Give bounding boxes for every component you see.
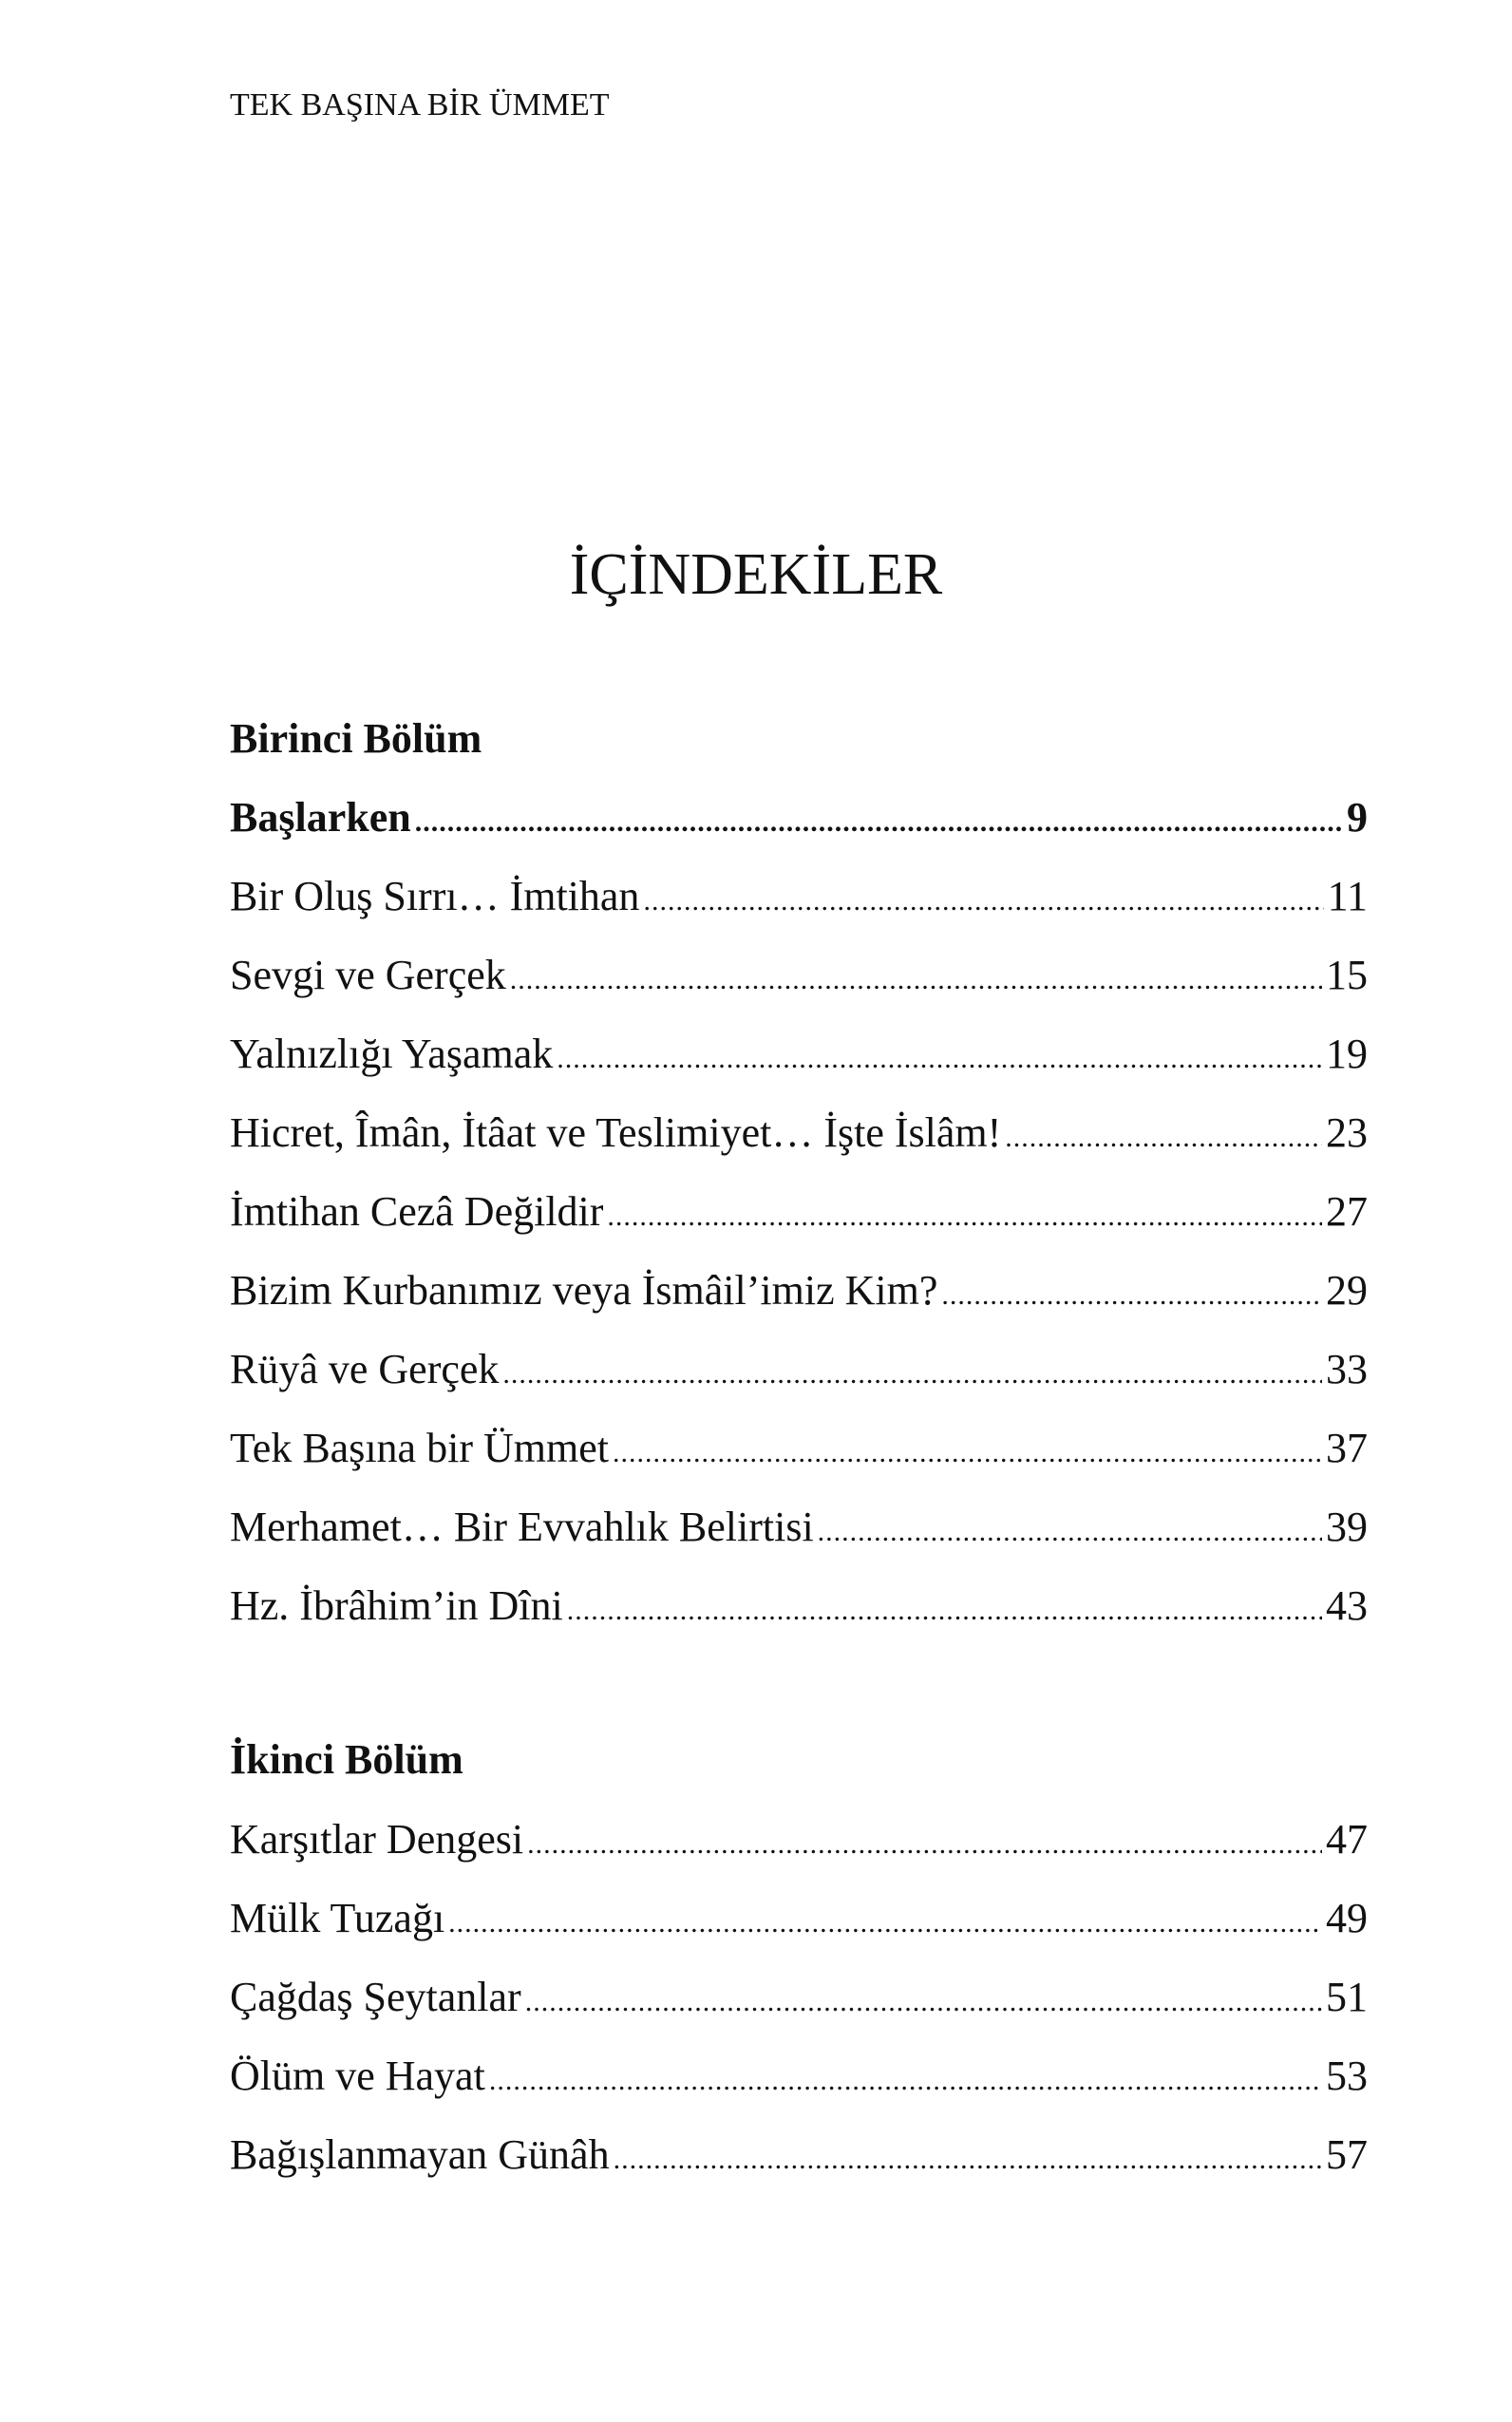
dot-leader bbox=[643, 885, 1323, 918]
toc-entry[interactable] bbox=[230, 2130, 1368, 2187]
toc-entry-label: Hicret, Îmân, İtâat ve Teslimiyet… İşte İslâm! bbox=[230, 1109, 1002, 1156]
toc-entry[interactable] bbox=[230, 1894, 1368, 1951]
dot-leader bbox=[525, 1986, 1322, 2018]
toc-entry-page: 19 bbox=[1326, 1031, 1368, 1077]
toc-entry-label: Hz. İbrâhim’in Dîni bbox=[230, 1582, 563, 1629]
dot-leader bbox=[1005, 1122, 1322, 1154]
toc-entry[interactable] bbox=[230, 1581, 1368, 1638]
toc-entry[interactable] bbox=[230, 1424, 1368, 1481]
dot-leader bbox=[607, 1201, 1322, 1233]
toc-entry-page: 11 bbox=[1327, 873, 1368, 919]
toc-entry-page: 57 bbox=[1326, 2131, 1368, 2178]
toc-entry[interactable] bbox=[230, 1266, 1368, 1323]
page-title: İÇİNDEKİLER bbox=[569, 542, 943, 607]
toc-entry[interactable] bbox=[230, 872, 1368, 929]
dot-leader bbox=[527, 1828, 1322, 1861]
toc-entry-page: 39 bbox=[1326, 1504, 1368, 1550]
dot-leader bbox=[818, 1516, 1322, 1548]
toc-entry[interactable] bbox=[230, 1973, 1368, 2030]
dot-leader bbox=[567, 1595, 1322, 1627]
toc-entry-page: 27 bbox=[1326, 1188, 1368, 1235]
toc-entry-label: Bağışlanmayan Günâh bbox=[230, 2131, 610, 2178]
toc-entry-label: Sevgi ve Gerçek bbox=[230, 952, 506, 998]
toc-entry[interactable] bbox=[230, 1503, 1368, 1560]
toc-entry-page: 29 bbox=[1326, 1267, 1368, 1314]
dot-leader bbox=[415, 806, 1343, 839]
section-heading-2: İkinci Bölüm bbox=[230, 1736, 463, 1783]
toc-entry-label: Yalnızlığı Yaşamak bbox=[230, 1031, 554, 1077]
running-head: TEK BAŞINA BİR ÜMMET bbox=[230, 87, 610, 123]
toc-entry-page: 43 bbox=[1326, 1582, 1368, 1629]
dot-leader bbox=[613, 1437, 1322, 1469]
toc-entry[interactable] bbox=[230, 1187, 1368, 1244]
toc-entry-page: 49 bbox=[1326, 1895, 1368, 1941]
toc-entry-label: Rüyâ ve Gerçek bbox=[230, 1346, 500, 1392]
toc-entry[interactable] bbox=[230, 1345, 1368, 1402]
dot-leader bbox=[448, 1907, 1322, 1939]
toc-entry-page: 15 bbox=[1326, 952, 1368, 998]
toc-entry[interactable] bbox=[230, 793, 1368, 850]
toc-entry[interactable] bbox=[230, 1030, 1368, 1087]
toc-entry-label: Karşıtlar Dengesi bbox=[230, 1816, 524, 1863]
toc-entry-label: Bizim Kurbanımız veya İsmâil’imiz Kim? bbox=[230, 1267, 938, 1314]
toc-entry-label: İmtihan Cezâ Değildir bbox=[230, 1188, 604, 1235]
dot-leader bbox=[557, 1043, 1322, 1075]
toc-entry-page: 53 bbox=[1326, 2053, 1368, 2099]
toc-entry-page: 37 bbox=[1326, 1425, 1368, 1471]
toc-entry-label: Bir Oluş Sırrı… İmtihan bbox=[230, 873, 640, 919]
toc-entry-label: Ölüm ve Hayat bbox=[230, 2053, 485, 2099]
toc-entry-label: Merhamet… Bir Evvahlık Belirtisi bbox=[230, 1504, 814, 1550]
toc-entry-label: Tek Başına bir Ümmet bbox=[230, 1425, 609, 1471]
section-heading-1: Birinci Bölüm bbox=[230, 715, 482, 762]
toc-entry[interactable] bbox=[230, 2052, 1368, 2109]
toc-entry[interactable] bbox=[230, 951, 1368, 1008]
dot-leader bbox=[489, 2065, 1322, 2097]
toc-entry-page: 9 bbox=[1347, 794, 1368, 841]
toc-entry[interactable] bbox=[230, 1108, 1368, 1165]
toc-entry-label: Çağdaş Şeytanlar bbox=[230, 1974, 521, 2020]
dot-leader bbox=[941, 1279, 1322, 1312]
dot-leader bbox=[614, 2144, 1322, 2176]
toc-entry-label: Mülk Tuzağı bbox=[230, 1895, 445, 1941]
dot-leader bbox=[502, 1358, 1322, 1391]
dot-leader bbox=[510, 964, 1322, 996]
toc-entry-page: 51 bbox=[1326, 1974, 1368, 2020]
toc-entry[interactable] bbox=[230, 1815, 1368, 1872]
toc-entry-page: 23 bbox=[1326, 1109, 1368, 1156]
toc-entry-page: 47 bbox=[1326, 1816, 1368, 1863]
toc-entry-page: 33 bbox=[1326, 1346, 1368, 1392]
toc-entry-label: Başlarken bbox=[230, 794, 411, 841]
